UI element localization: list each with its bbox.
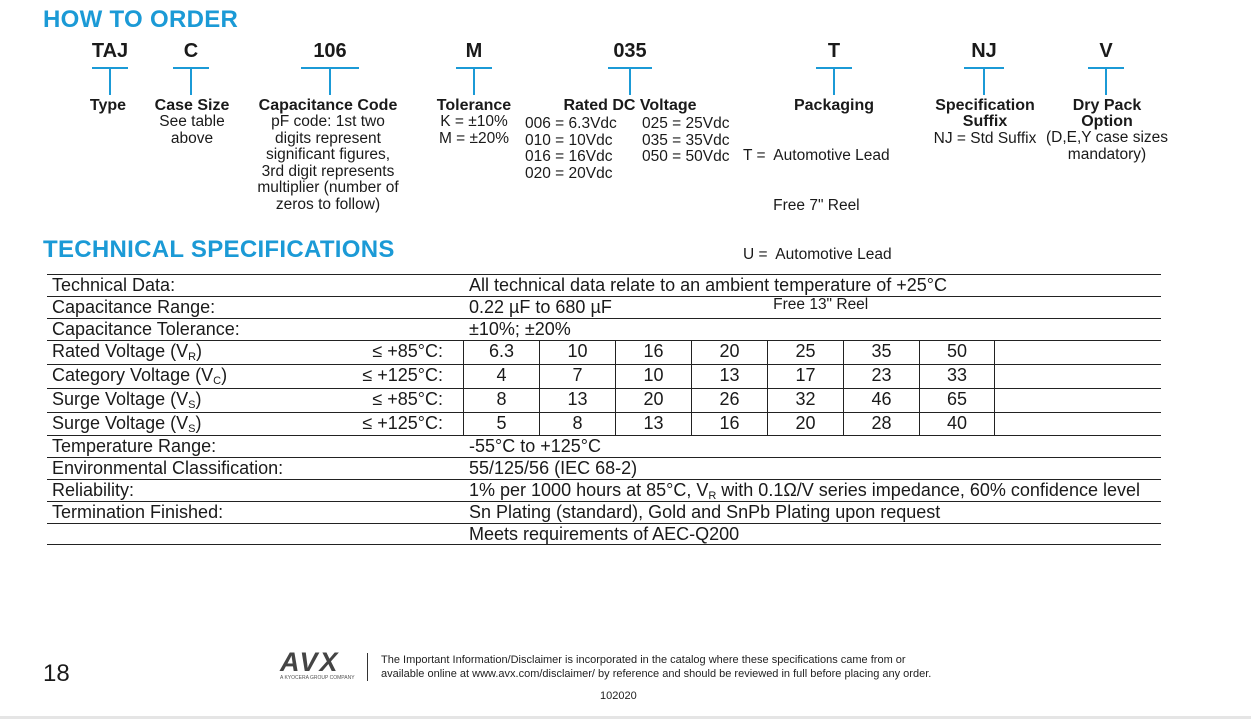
code-case-size: C bbox=[183, 40, 199, 62]
col-line: Free 7" Reel bbox=[743, 196, 860, 214]
voltage-cell: 65 bbox=[919, 389, 995, 412]
code-dry-pack: V bbox=[1099, 40, 1113, 62]
tee-connector bbox=[1088, 67, 1124, 95]
row-label: Technical Data: bbox=[52, 275, 176, 295]
voltage-cell: 6.3 bbox=[463, 341, 539, 364]
col-line: M = ±20% bbox=[438, 129, 510, 147]
tech-specs-title: TECHNICAL SPECIFICATIONS bbox=[43, 236, 395, 263]
row-condition: ≤ +125°C: bbox=[362, 413, 443, 433]
how-to-order-title: HOW TO ORDER bbox=[43, 6, 239, 33]
row-label: Category Voltage $(V_C)$ bbox=[52, 365, 228, 387]
voltage-cell: 32 bbox=[767, 389, 843, 412]
row-label: Surge Voltage $(V_S)$ bbox=[52, 413, 202, 435]
row-termination bbox=[47, 502, 1161, 524]
voltage-cell: 10 bbox=[615, 365, 691, 388]
col-packaging-head: Packaging bbox=[793, 97, 875, 114]
col-dry-pack-head: Dry Pack bbox=[1072, 97, 1142, 114]
col-dry-pack-head2: Option bbox=[1081, 113, 1133, 130]
row-label: Capacitance Range: bbox=[52, 297, 216, 317]
row-surge-voltage-125 bbox=[47, 413, 1161, 436]
col-line: mandatory) bbox=[1067, 145, 1147, 163]
row-value: Sn Plating (standard), Gold and SnPb Plating upon request bbox=[469, 502, 941, 522]
col-type bbox=[90, 98, 126, 114]
row-cap-range bbox=[47, 297, 1161, 319]
col-case-size bbox=[155, 98, 230, 147]
tee-connector bbox=[301, 67, 359, 95]
row-label: Termination Finished: bbox=[52, 502, 224, 522]
voltage-cell: 25 bbox=[767, 341, 843, 364]
voltage-cell: 13 bbox=[691, 365, 767, 388]
voltage-cell: 28 bbox=[843, 413, 919, 435]
doc-code: 102020 bbox=[600, 690, 637, 702]
disclaimer-line: The Important Information/Disclaimer is incorporated in the catalog where these specifications came from or bbox=[381, 654, 906, 666]
row-condition: ≤ +85°C: bbox=[372, 341, 443, 361]
col-line: 010 = 10Vdc bbox=[525, 131, 613, 149]
row-reliability bbox=[47, 480, 1161, 502]
col-line: zeros to follow) bbox=[275, 195, 381, 213]
col-line: 025 = 25Vdc bbox=[642, 115, 730, 132]
col-spec-suffix-head: Specification bbox=[935, 97, 1035, 114]
col-voltage-head-wrap bbox=[563, 98, 696, 114]
col-voltage-head: Rated DC Voltage bbox=[563, 97, 697, 114]
col-line: digits represent bbox=[275, 129, 381, 147]
col-packaging-head-wrap bbox=[794, 98, 874, 114]
col-line: (D,E,Y case sizes bbox=[1045, 129, 1169, 146]
voltage-cell: 4 bbox=[463, 365, 539, 388]
code-type: TAJ bbox=[91, 40, 129, 62]
code-packaging: T bbox=[827, 40, 841, 62]
row-aec bbox=[47, 524, 1161, 545]
footer-divider bbox=[367, 653, 368, 681]
avx-logo bbox=[280, 647, 355, 681]
row-env-class bbox=[47, 458, 1161, 480]
code-spec-suffix: NJ bbox=[971, 40, 997, 62]
voltage-cell: 13 bbox=[539, 389, 615, 412]
row-label: Rated Voltage $(V_R)$ bbox=[52, 341, 203, 363]
row-value: 0.22 µF to 680 µF bbox=[469, 297, 612, 317]
code-voltage: 035 bbox=[613, 40, 647, 62]
row-label: Reliability: bbox=[52, 480, 135, 500]
avx-logo-text: AVX bbox=[280, 647, 340, 677]
col-line: multiplier (number of bbox=[257, 179, 399, 196]
page-number: 18 bbox=[43, 660, 70, 687]
tee-connector bbox=[456, 67, 492, 95]
col-line: 035 = 35Vdc bbox=[642, 131, 730, 149]
row-category-voltage bbox=[47, 365, 1161, 389]
voltage-cell: 20 bbox=[691, 341, 767, 364]
code-capacitance: 106 bbox=[313, 40, 347, 62]
tee-connector bbox=[92, 67, 128, 95]
voltage-cell: 20 bbox=[767, 413, 843, 435]
row-value: Meets requirements of AEC-Q200 bbox=[469, 524, 740, 544]
tee-connector bbox=[964, 67, 1004, 95]
voltage-cell: 8 bbox=[539, 413, 615, 435]
row-value: 55/125/56 (IEC 68-2) bbox=[469, 458, 638, 478]
col-line: K = ±10% bbox=[440, 113, 508, 130]
col-line: 020 = 20Vdc bbox=[525, 164, 613, 182]
footer-disclaimer bbox=[381, 653, 931, 681]
col-line: U = Automotive Lead bbox=[743, 246, 892, 263]
voltage-cell: 26 bbox=[691, 389, 767, 412]
col-line: T = Automotive Lead bbox=[743, 147, 890, 164]
row-value: All technical data relate to an ambient temperature of +25°C bbox=[469, 275, 947, 295]
voltage-cell: 8 bbox=[463, 389, 539, 412]
col-spec-suffix-head2: Suffix bbox=[962, 113, 1008, 130]
col-line: 3rd digit represents bbox=[261, 162, 395, 180]
row-label: Surge Voltage $(V_S)$ bbox=[52, 389, 202, 411]
col-line: 050 = 50Vdc bbox=[642, 148, 730, 165]
voltage-cell: 13 bbox=[615, 413, 691, 435]
voltage-cell: 33 bbox=[919, 365, 995, 388]
col-type-head: Type bbox=[89, 97, 127, 114]
voltage-cell: 20 bbox=[615, 389, 691, 412]
col-voltage-left bbox=[525, 116, 617, 182]
voltage-cell: 10 bbox=[539, 341, 615, 364]
tee-connector bbox=[608, 67, 652, 95]
tee-connector bbox=[173, 67, 209, 95]
col-line: pF code: 1st two bbox=[271, 113, 385, 130]
col-line: 006 = 6.3Vdc bbox=[525, 115, 617, 132]
col-line: 016 = 16Vdc bbox=[525, 148, 613, 165]
col-line: See table bbox=[159, 113, 225, 130]
avx-logo-tagline: A KYOCERA GROUP COMPANY bbox=[280, 675, 355, 681]
col-case-size-head: Case Size bbox=[154, 97, 230, 114]
disclaimer-line: available online at www.avx.com/disclaimer/ by reference and should be reviewed in full before placing any order. bbox=[381, 668, 932, 680]
row-label: Capacitance Tolerance: bbox=[52, 319, 240, 339]
col-voltage-right bbox=[642, 116, 729, 166]
row-cap-tolerance bbox=[47, 319, 1161, 341]
tee-connector bbox=[816, 67, 852, 95]
col-line: NJ = Std Suffix bbox=[933, 130, 1037, 147]
row-label: Temperature Range: bbox=[52, 436, 217, 456]
row-condition: ≤ +125°C: bbox=[362, 365, 443, 385]
voltage-cell: 7 bbox=[539, 365, 615, 388]
col-dry-pack bbox=[1046, 98, 1168, 163]
row-temp-range bbox=[47, 436, 1161, 458]
voltage-cell: 23 bbox=[843, 365, 919, 388]
row-technical-data bbox=[47, 275, 1161, 297]
voltage-cell: 40 bbox=[919, 413, 995, 435]
col-spec-suffix bbox=[934, 98, 1037, 148]
voltage-cell: 5 bbox=[463, 413, 539, 435]
code-tolerance: M bbox=[465, 40, 483, 62]
voltage-cell: 17 bbox=[767, 365, 843, 388]
row-rated-voltage bbox=[47, 341, 1161, 365]
col-tolerance bbox=[437, 98, 511, 147]
row-value: ±10%; ±20% bbox=[469, 319, 571, 339]
row-label: Environmental Classification: bbox=[52, 458, 284, 478]
col-tolerance-head: Tolerance bbox=[436, 97, 512, 114]
col-capacitance bbox=[257, 98, 398, 213]
col-capacitance-head: Capacitance Code bbox=[258, 97, 398, 114]
col-line: significant figures, bbox=[265, 146, 391, 163]
row-value: 1% per 1000 hours at 85°C, $V_R$ with 0.1Ω/V series impedance, 60% confidence level bbox=[469, 480, 1140, 502]
row-condition: ≤ +85°C: bbox=[372, 389, 443, 409]
col-line: above bbox=[170, 129, 214, 147]
voltage-cell: 46 bbox=[843, 389, 919, 412]
voltage-cell: 16 bbox=[615, 341, 691, 364]
voltage-cell: 50 bbox=[919, 341, 995, 364]
voltage-cell: 35 bbox=[843, 341, 919, 364]
row-surge-voltage-85 bbox=[47, 389, 1161, 413]
col-line: Free 13" Reel bbox=[743, 295, 869, 313]
voltage-cell: 16 bbox=[691, 413, 767, 435]
row-value: -55°C to +125°C bbox=[469, 436, 601, 456]
